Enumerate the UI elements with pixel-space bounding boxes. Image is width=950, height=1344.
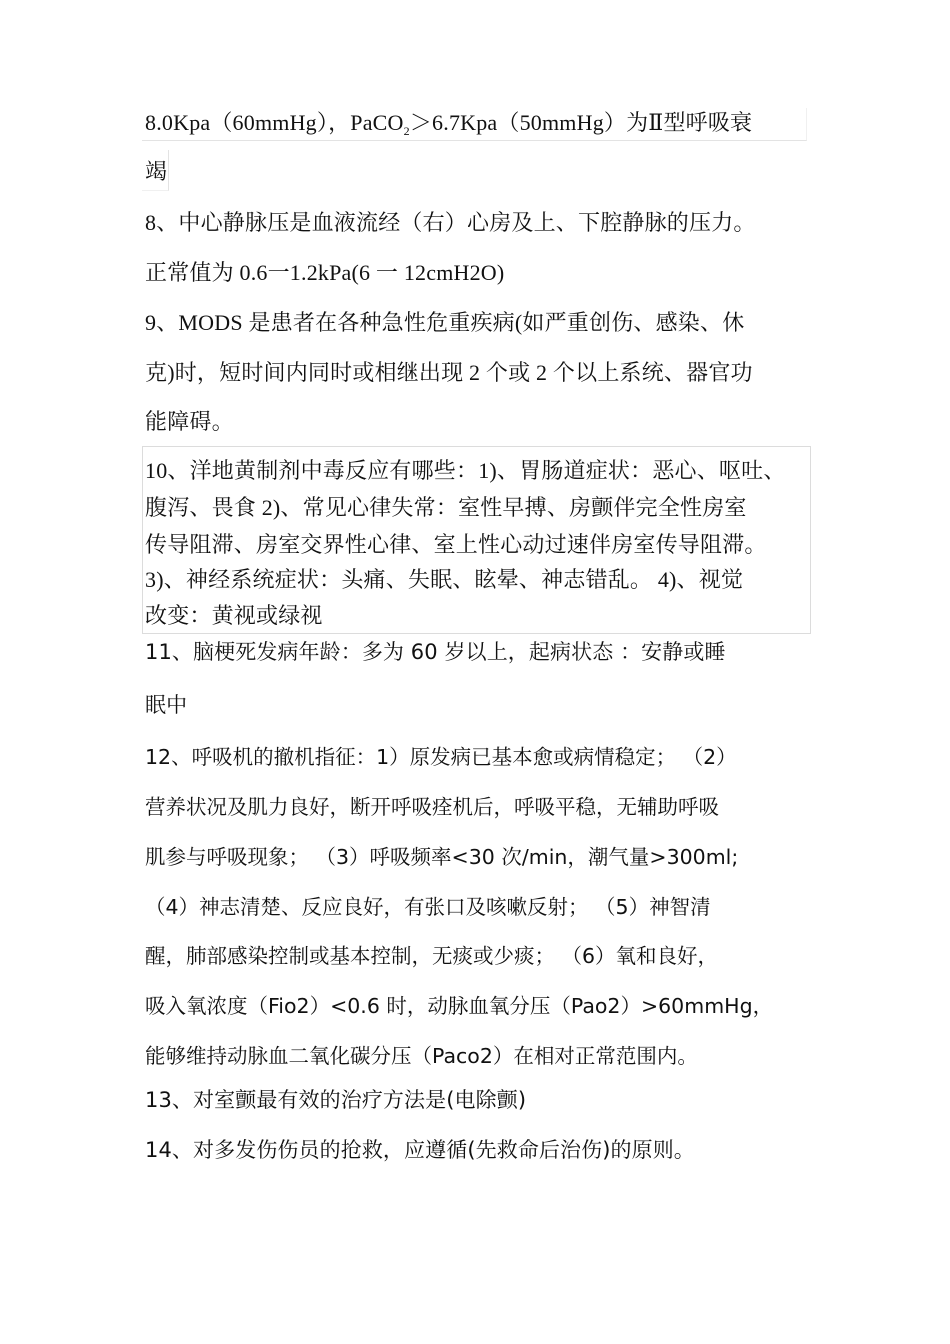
text-line: （4）神志清楚、反应良好，有张口及咳嗽反射； （5）神智清 (145, 895, 711, 919)
text-line: 竭 (145, 159, 168, 184)
text-line: 13、对室颤最有效的治疗方法是(电除颤) (145, 1088, 527, 1112)
text-line: 11、脑梗死发病年龄：多为 60 岁以上，起病状态 ：安静或睡 (145, 640, 726, 664)
text-line: 能障碍。 (145, 409, 234, 434)
text-line: 营养状况及肌力良好，断开呼吸痊机后，呼吸平稳，无辅助呼吸 (145, 795, 719, 819)
text-line: 12、呼吸机的撤机指征：1）原发病已基本愈或病情稳定； （2） (145, 745, 737, 769)
text-line: 传导阻滞、房室交界性心律、室上性心动过速伴房室传导阻滞。 (145, 532, 767, 557)
text-line: 正常值为 0.6一1.2kPa(6 一 12cmH2O) (145, 260, 505, 285)
text-line: 8、中心静脉压是血液流经（右）心房及上、下腔静脉的压力。 (145, 210, 756, 235)
text-line: 9、MODS 是患者在各种急性危重疾病(如严重创伤、感染、休 (145, 310, 745, 335)
text-line: 吸入氧浓度（Fio2）<0.6 时，动脉血氧分压（Pao2）>60mmHg， (145, 994, 774, 1018)
text-line: 眠中 (145, 693, 188, 717)
text-line: 醒，肺部感染控制或基本控制，无痰或少痰； （6）氧和良好， (145, 944, 719, 968)
text-line: 10、洋地黄制剂中毒反应有哪些：1)、胃肠道症状：恶心、呕吐、 (145, 458, 786, 483)
text-line: 腹泻、畏食 2)、常见心律失常：室性早搏、房颤伴完全性房室 (145, 495, 747, 520)
text-line: 改变：黄视或绿视 (145, 603, 323, 628)
text-line: 3)、神经系统症状：头痛、失眠、眩晕、神志错乱。 4)、视觉 (145, 567, 744, 592)
text-line: 克)时，短时间内同时或相继出现 2 个或 2 个以上系统、器官功 (145, 360, 753, 385)
text-line: 能够维持动脉血二氧化碳分压（Paco2）在相对正常范围内。 (145, 1044, 698, 1068)
text-line: 14、对多发伤伤员的抢救，应遵循(先救命后治伤)的原则。 (145, 1138, 695, 1162)
text-line: 8.0Kpa（60mmHg），PaCO$_2$＞6.7Kpa（50mmHg）为Ⅱ型呼吸衰 (145, 110, 753, 138)
text-line: 肌参与呼吸现象； （3）呼吸频率<30 次/min，潮气量>300ml; (145, 845, 739, 869)
